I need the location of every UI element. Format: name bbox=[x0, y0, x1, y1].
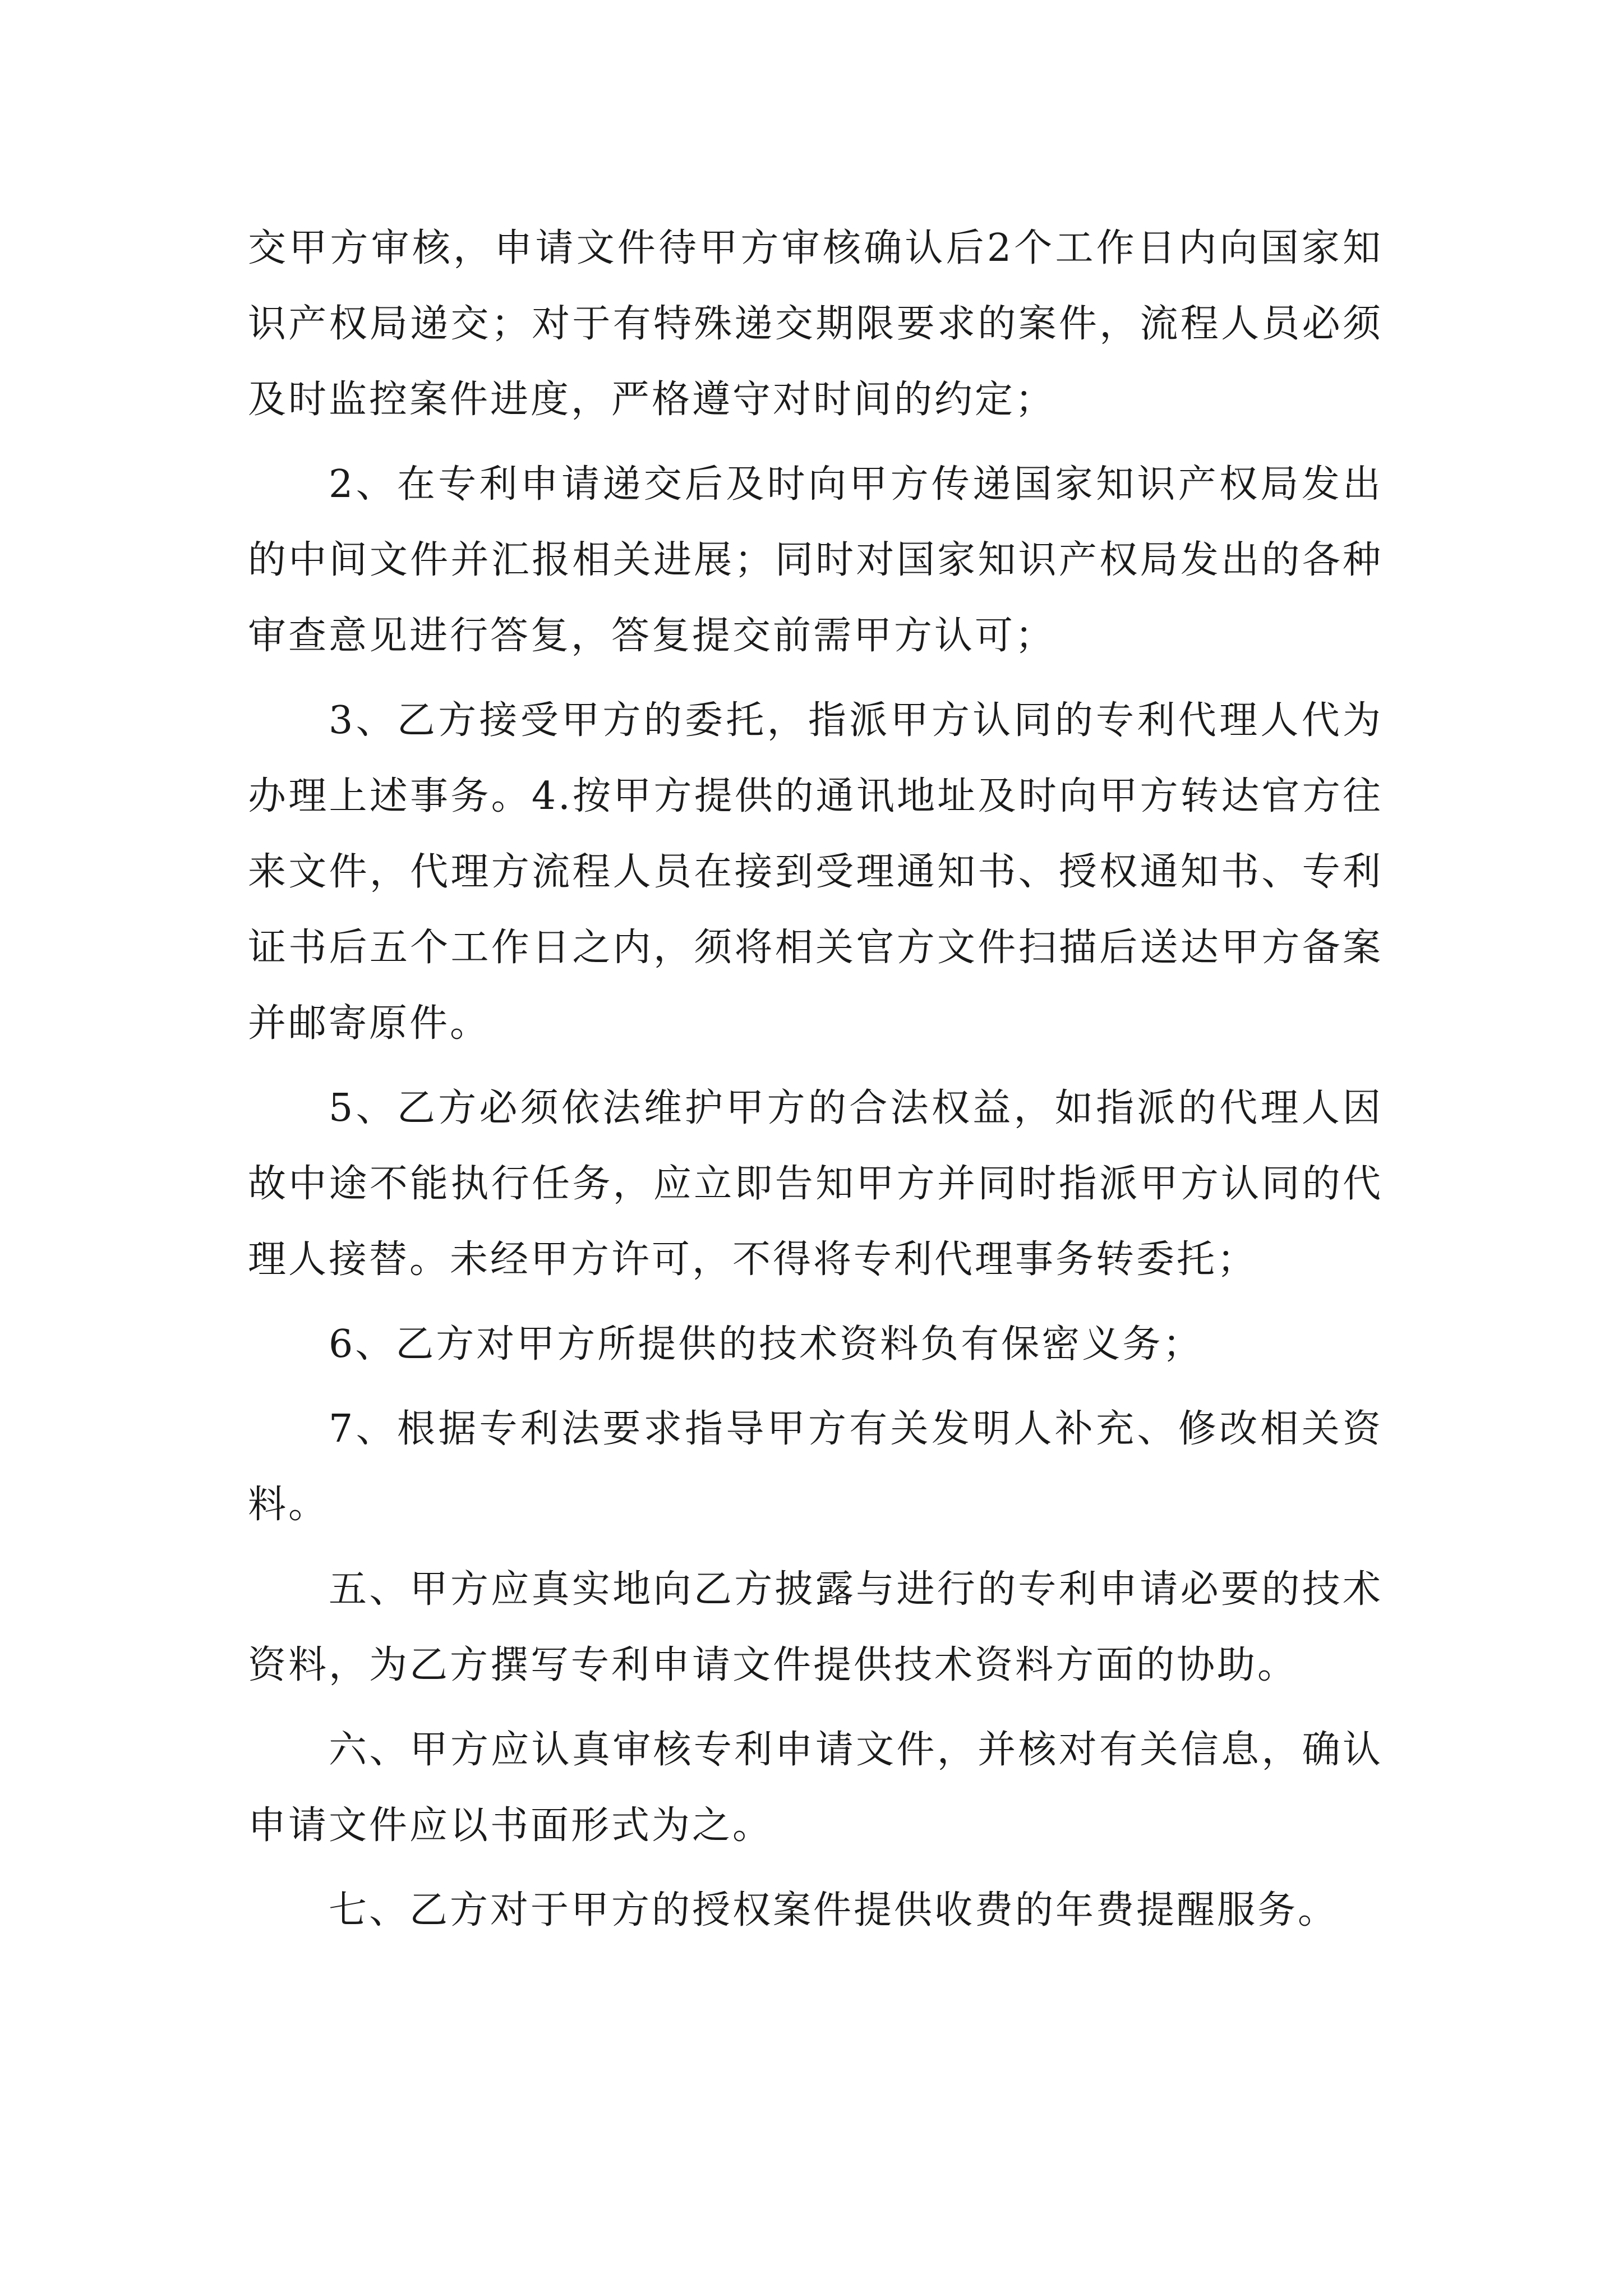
paragraph-item-7: 7、根据专利法要求指导甲方有关发明人补充、修改相关资料。 bbox=[248, 1407, 1383, 1527]
paragraph-continuation: 交甲方审核，申请文件待甲方审核确认后2个工作日内向国家知识产权局递交；对于有特殊递交期限要求的案件，流程人员必须及时监控案件进度，严格遵守对时间的约定； bbox=[248, 226, 1384, 422]
document-page bbox=[248, 210, 1383, 1957]
paragraph-section-6: 六、甲方应认真审核专利申请文件，并核对有关信息，确认申请文件应以书面形式为之。 bbox=[248, 1728, 1383, 1848]
paragraph-item-3: 3、乙方接受甲方的委托，指派甲方认同的专利代理人代为办理上述事务。4.按甲方提供的通讯地址及时向甲方转达官方往来文件，代理方流程人员在接到受理通知书、授权通知书、专利证书后五个工作日之内，须将相关官方文件扫描后送达甲方备案并邮寄原件。 bbox=[248, 698, 1383, 1046]
paragraph-section-5: 五、甲方应真实地向乙方披露与进行的专利申请必要的技术资料，为乙方撰写专利申请文件提供技术资料方面的协助。 bbox=[248, 1567, 1383, 1687]
paragraph-item-2: 2、在专利申请递交后及时向甲方传递国家知识产权局发出的中间文件并汇报相关进展；同时对国家知识产权局发出的各种审查意见进行答复，答复提交前需甲方认可； bbox=[248, 462, 1383, 658]
paragraph-section-7: 七、乙方对于甲方的授权案件提供收费的年费提醒服务。 bbox=[329, 1888, 1339, 1932]
paragraph-item-6: 6、乙方对甲方所提供的技术资料负有保密义务； bbox=[329, 1322, 1204, 1366]
paragraph-item-5: 5、乙方必须依法维护甲方的合法权益，如指派的代理人因故中途不能执行任务，应立即告知甲方并同时指派甲方认同的代理人接替。未经甲方许可，不得将专利代理事务转委托； bbox=[248, 1086, 1383, 1282]
